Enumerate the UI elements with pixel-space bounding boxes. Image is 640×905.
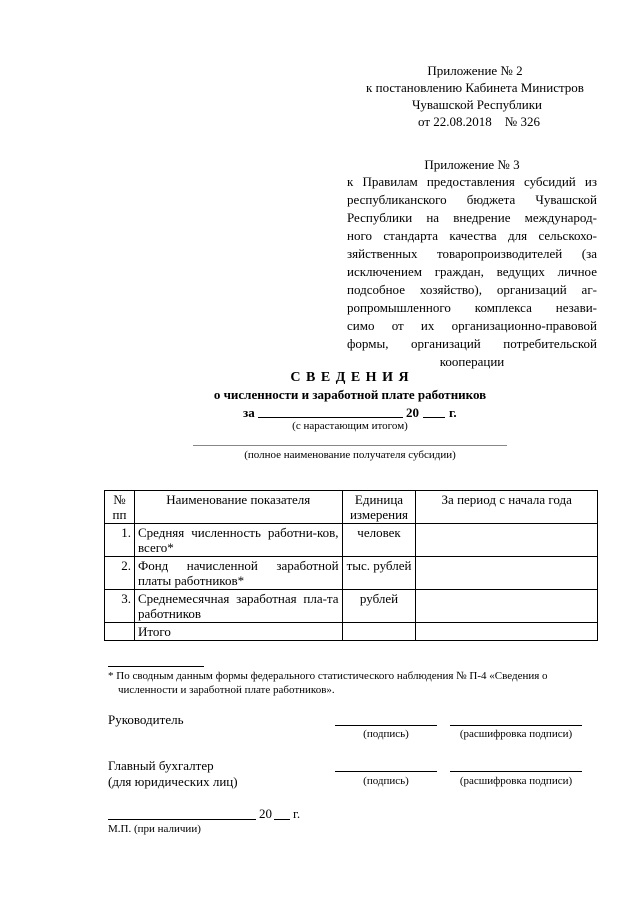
director-signature-field[interactable]: [335, 725, 437, 726]
row-value-total[interactable]: [416, 623, 598, 641]
appendix2-republic: Чувашской Республики: [411, 97, 543, 112]
appendix3-line: ропромышленного комплекса незави-: [347, 300, 597, 315]
row-unit: человек: [342, 524, 416, 557]
appendix2-title: Приложение № 2: [427, 63, 523, 78]
appendix3-title: Приложение № 3: [424, 157, 520, 172]
appendix3-line: ного стандарта качества для сельскохо-: [347, 228, 597, 243]
document-title: С В Е Д Е Н И Я: [290, 370, 410, 385]
row-name: Средняя численность работни-ков, всего*: [134, 524, 342, 557]
row-num: [105, 623, 135, 641]
appendix3-line: симо от их организационно-правовой: [347, 318, 597, 333]
date-year: 20: [259, 806, 272, 821]
appendix3-line: республиканского бюджета Чувашской: [347, 192, 597, 207]
row-value[interactable]: [416, 557, 598, 590]
period-year-blank[interactable]: [423, 417, 445, 418]
table-header-row: [105, 491, 598, 524]
date-blank[interactable]: [108, 819, 256, 820]
appendix3-line: подсобное хозяйство), организаций аг-: [347, 282, 597, 297]
row-name: Фонд начисленной заработной платы работников*: [134, 557, 342, 590]
header-unit: Единица измерения: [342, 491, 416, 524]
footnote-line1: * По сводным данным формы федерального статистического наблюдения № П-4 «Сведения о: [108, 670, 548, 682]
row-num: 3.: [105, 590, 135, 623]
accountant-label: Главный бухгалтер: [108, 758, 214, 773]
footnote-divider: [108, 666, 204, 667]
header-num: № пп: [105, 491, 135, 524]
appendix3-line: кооперации: [439, 354, 505, 369]
recipient-name-field[interactable]: [193, 445, 507, 446]
table-total-row: [105, 623, 598, 641]
indicators-table: [104, 490, 598, 641]
accountant-label-note: (для юридических лиц): [108, 774, 238, 789]
stamp-note: М.П. (при наличии): [108, 823, 201, 835]
date-year-blank[interactable]: [274, 819, 290, 820]
row-unit: [342, 623, 416, 641]
footnote-line2: численности и заработной плате работников».: [118, 684, 335, 696]
header-period: За период с начала года: [416, 491, 598, 524]
appendix2-date: от 22.08.2018 № 326: [418, 114, 540, 129]
appendix3-text: [347, 173, 597, 371]
table-row: [105, 590, 598, 623]
accountant-signature-field[interactable]: [335, 771, 437, 772]
date-suffix: г.: [293, 806, 301, 821]
period-prefix: за: [243, 405, 255, 420]
period-year: 20: [406, 405, 419, 420]
period-note: (с нарастающим итогом): [292, 420, 408, 432]
row-value[interactable]: [416, 590, 598, 623]
row-num: 1.: [105, 524, 135, 557]
accountant-signature-caption: (подпись): [363, 775, 409, 787]
appendix3-line: формы, организаций потребительской: [347, 336, 597, 351]
director-signature-caption: (подпись): [363, 728, 409, 740]
appendix3-line: исключением граждан, ведущих личное: [347, 264, 597, 279]
row-unit: тыс. рублей: [342, 557, 416, 590]
row-name-total: Итого: [134, 623, 342, 641]
accountant-decoding-field[interactable]: [450, 771, 582, 772]
table-row: [105, 524, 598, 557]
row-name: Среднемесячная заработная пла-та работников: [134, 590, 342, 623]
director-decoding-caption: (расшифровка подписи): [459, 728, 573, 740]
table-row: [105, 557, 598, 590]
accountant-decoding-caption: (расшифровка подписи): [459, 775, 573, 787]
row-value[interactable]: [416, 524, 598, 557]
document-subtitle: о численности и заработной плате работников: [213, 387, 487, 402]
row-unit: рублей: [342, 590, 416, 623]
period-blank[interactable]: [258, 417, 403, 418]
appendix2-block: [330, 62, 620, 130]
appendix2-ref: к постановлению Кабинета Министров: [366, 80, 584, 95]
header-name: Наименование показателя: [134, 491, 342, 524]
appendix3-line: зяйственных товаропроизводителей (за: [347, 246, 597, 261]
appendix3-line: к Правилам предоставления субсидий из: [347, 174, 597, 189]
director-label: Руководитель: [108, 712, 184, 727]
period-suffix: г.: [449, 405, 457, 420]
recipient-caption: (полное наименование получателя субсидии): [244, 449, 456, 461]
director-decoding-field[interactable]: [450, 725, 582, 726]
appendix3-line: Республики на внедрение международ-: [347, 210, 597, 225]
row-num: 2.: [105, 557, 135, 590]
